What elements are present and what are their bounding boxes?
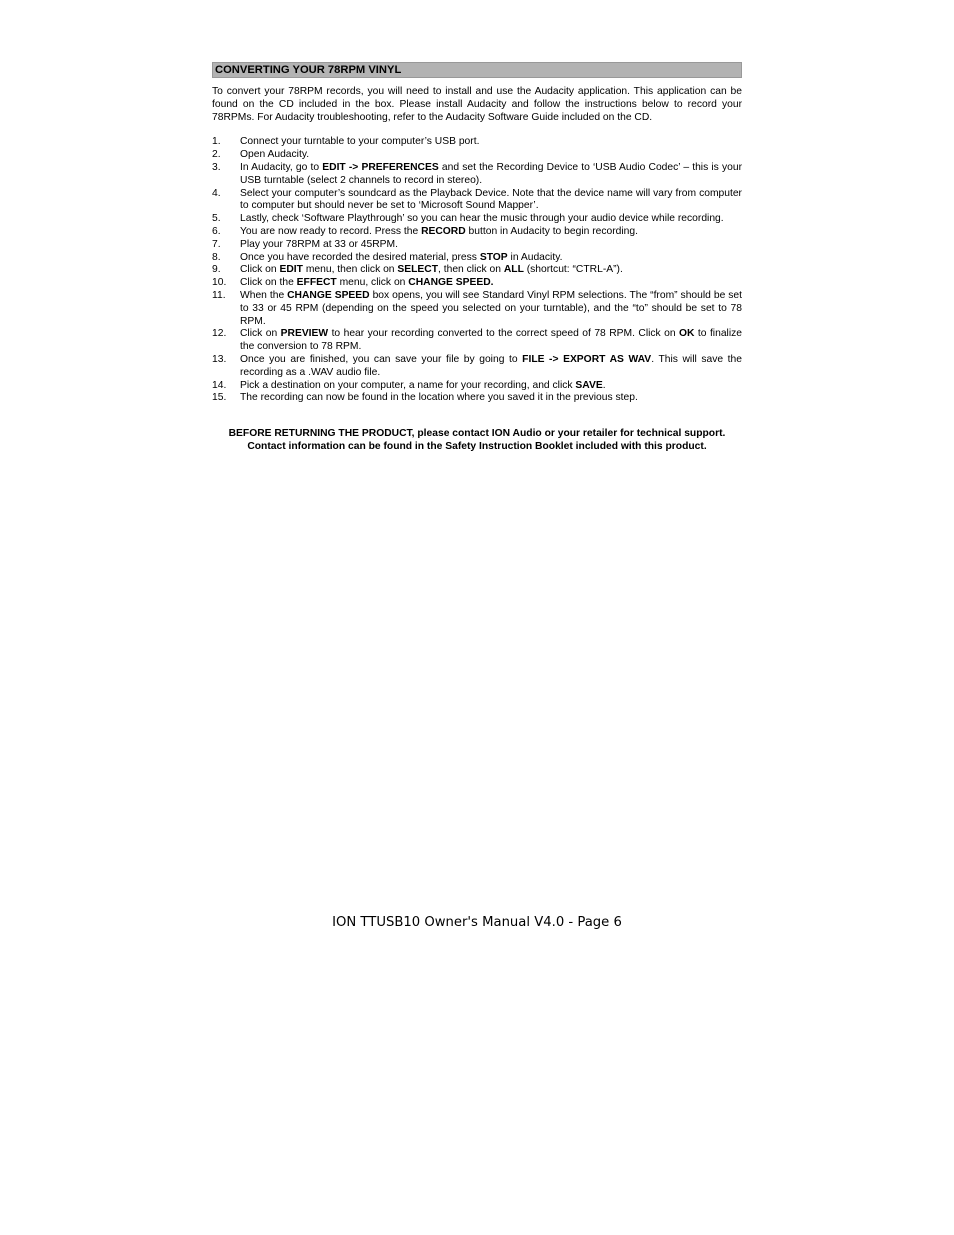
step-number: 5. (212, 213, 221, 225)
step-number: 4. (212, 187, 221, 199)
step-text (240, 380, 742, 393)
list-item (212, 136, 742, 149)
step-text (240, 213, 742, 226)
step-number: 12. (212, 328, 227, 340)
step-text-segment: in Audacity. (507, 251, 563, 263)
step-keyword: ALL (503, 264, 524, 276)
step-keyword: CHANGE SPEED. (408, 277, 494, 289)
return-notice: BEFORE RETURNING THE PRODUCT, please contact ION Audio or your retailer for technical support. Contact information can be found in the Safety Instruction Booklet included with this product. (228, 428, 726, 453)
step-text-segment: The recording can now be found in the location where you saved it in the previous step. (240, 392, 638, 404)
step-text-segment: Click on (240, 328, 281, 340)
step-text (240, 149, 742, 162)
step-number: 7. (212, 238, 221, 250)
list-item (212, 239, 742, 252)
step-text-segment: to finalize the conversion to 78 RPM. (240, 328, 742, 353)
step-keyword: STOP (479, 251, 508, 263)
step-text (240, 136, 742, 149)
step-keyword: CHANGE SPEED (287, 289, 370, 301)
step-number: 3. (212, 161, 221, 173)
step-number: 9. (212, 264, 221, 276)
step-text-segment: Pick a destination on your computer, a name for your recording, and click (240, 379, 576, 391)
step-keyword: EFFECT (296, 277, 337, 289)
step-text-segment: Lastly, check ‘Software Playthrough’ so you can hear the music through your audio device while recording. (240, 213, 724, 225)
list-item (212, 328, 742, 354)
list-item (212, 252, 742, 265)
step-keyword: RECORD (421, 225, 466, 237)
step-keyword: FILE -> EXPORT AS WAV (522, 353, 652, 365)
step-text-segment: Once you have recorded the desired material, press (240, 251, 480, 263)
step-keyword: SAVE (575, 379, 603, 391)
steps-list (212, 136, 742, 405)
step-text-segment: menu, click on (336, 277, 409, 289)
step-number: 13. (212, 353, 227, 365)
list-item (212, 354, 742, 380)
step-text-segment: You are now ready to record. Press the (240, 225, 422, 237)
step-keyword: EDIT -> PREFERENCES (322, 161, 439, 173)
step-text (240, 290, 742, 328)
step-number: 8. (212, 251, 221, 263)
list-item (212, 392, 742, 405)
list-item (212, 380, 742, 393)
step-text (240, 226, 742, 239)
step-text-segment: Connect your turntable to your computer’s USB port. (240, 136, 480, 148)
list-item (212, 290, 742, 328)
step-text (240, 392, 742, 405)
list-item (212, 226, 742, 239)
step-text-segment: and set the Recording Device to ‘USB Audio Codec’ – this is your USB turntable (select 2 channels to record in stereo). (240, 161, 743, 186)
step-number: 6. (212, 225, 221, 237)
step-text (240, 252, 742, 265)
step-text-segment: Select your computer’s soundcard as the Playback Device. Note that the device name will vary from computer to computer but should never be set to ‘Microsoft Sound Mapper’. (240, 187, 742, 212)
list-item (212, 162, 742, 188)
step-number: 1. (212, 136, 221, 148)
step-text (240, 277, 742, 290)
list-item (212, 188, 742, 214)
step-number: 11. (212, 289, 226, 301)
step-text-segment: In Audacity, go to (240, 161, 323, 173)
step-text-segment: Click on (240, 264, 280, 276)
step-text (240, 354, 742, 380)
step-number: 2. (212, 149, 221, 161)
step-text-segment: Click on the (240, 277, 297, 289)
manual-page (212, 62, 742, 453)
step-number: 15. (212, 392, 227, 404)
step-keyword: OK (679, 328, 695, 340)
intro-paragraph: To convert your 78RPM records, you will need to install and use the Audacity application. This application can be found on the CD included in the box. Please install Audacity and follow the instructions below to record your 78RPMs. For Audacity troubleshooting, refer to the Audacity Software Guide included on the CD. (212, 86, 742, 123)
step-keyword: PREVIEW (280, 328, 329, 340)
step-text (240, 162, 742, 188)
step-text-segment: Open Audacity. (240, 149, 310, 161)
step-text (240, 239, 742, 252)
step-number: 10. (212, 277, 227, 289)
step-text-segment: box opens, you will see Standard Vinyl RPM selections. The “from” should be set to 33 or 45 RPM (depending on the speed you selected on your turntable), and the “to” should be set to 78 RPM. (240, 289, 742, 327)
step-number: 14. (212, 379, 227, 391)
list-item (212, 264, 742, 277)
step-text-segment: to hear your recording converted to the correct speed of 78 RPM. Click on (328, 328, 680, 340)
step-text-segment: , then click on (438, 264, 504, 276)
step-keyword: EDIT (279, 264, 303, 276)
step-keyword: SELECT (397, 264, 439, 276)
step-text-segment: Play your 78RPM at 33 or 45RPM. (240, 238, 398, 250)
step-text-segment: menu, then click on (302, 264, 398, 276)
step-text-segment: When the (240, 289, 288, 301)
step-text-segment: . (602, 379, 606, 391)
step-text (240, 328, 742, 354)
step-text (240, 188, 742, 214)
page-footer: ION TTUSB10 Owner's Manual V4.0 - Page 6 (332, 915, 622, 930)
section-heading: CONVERTING YOUR 78RPM VINYL (212, 62, 742, 78)
step-text (240, 264, 742, 277)
step-text-segment: Once you are finished, you can save your file by going to (240, 353, 523, 365)
step-text-segment: (shortcut: “CTRL-A”). (523, 264, 623, 276)
list-item (212, 277, 742, 290)
list-item (212, 149, 742, 162)
step-text-segment: . This will save the recording as a .WAV audio file. (240, 353, 742, 378)
step-text-segment: button in Audacity to begin recording. (465, 225, 638, 237)
list-item (212, 213, 742, 226)
